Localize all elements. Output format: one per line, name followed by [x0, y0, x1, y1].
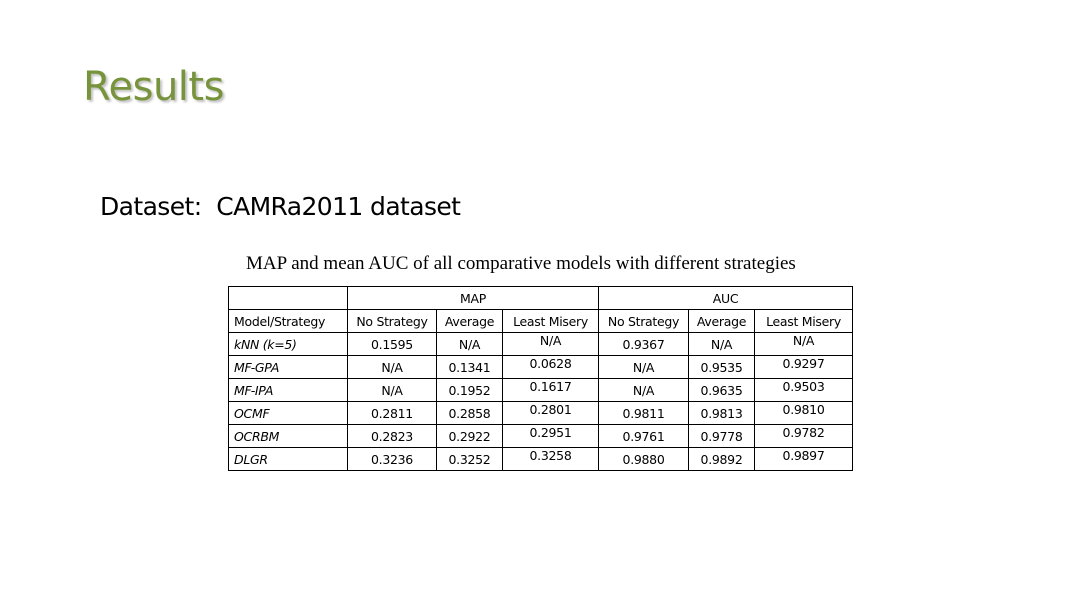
- value-cell: 0.1595: [348, 333, 437, 356]
- value-cell: 0.2823: [348, 425, 437, 448]
- column-header: Average: [689, 310, 755, 333]
- group-header-auc: AUC: [599, 287, 853, 310]
- value-cell: N/A: [599, 379, 689, 402]
- value-cell: 0.9782: [755, 425, 853, 448]
- value-cell: 0.2858: [437, 402, 503, 425]
- value-cell: 0.2922: [437, 425, 503, 448]
- table-row: [229, 333, 853, 356]
- results-table: [228, 286, 853, 471]
- value-cell: 0.9880: [599, 448, 689, 471]
- group-header-map: MAP: [348, 287, 599, 310]
- dataset-subtitle: Dataset: CAMRa2011 dataset: [100, 192, 461, 221]
- value-cell: N/A: [348, 356, 437, 379]
- model-name-cell: OCRBM: [229, 425, 348, 448]
- value-cell: 0.9897: [755, 448, 853, 471]
- column-header: Least Misery: [503, 310, 599, 333]
- value-cell: 0.3252: [437, 448, 503, 471]
- value-cell: 0.1952: [437, 379, 503, 402]
- value-cell: N/A: [599, 356, 689, 379]
- table-caption: MAP and mean AUC of all comparative models with different strategies: [246, 253, 796, 274]
- value-cell: 0.1341: [437, 356, 503, 379]
- value-cell: 0.9367: [599, 333, 689, 356]
- value-cell: 0.9810: [755, 402, 853, 425]
- column-header: No Strategy: [348, 310, 437, 333]
- model-name-cell: DLGR: [229, 448, 348, 471]
- value-cell: 0.9892: [689, 448, 755, 471]
- group-header-row: [229, 287, 853, 310]
- value-cell: 0.3258: [503, 448, 599, 471]
- slide-title: Results: [83, 64, 224, 110]
- column-header: Model/Strategy: [229, 310, 348, 333]
- model-name-cell: MF-GPA: [229, 356, 348, 379]
- value-cell: N/A: [755, 333, 853, 356]
- column-header: Average: [437, 310, 503, 333]
- value-cell: N/A: [503, 333, 599, 356]
- value-cell: N/A: [348, 379, 437, 402]
- value-cell: 0.1617: [503, 379, 599, 402]
- table-row: [229, 448, 853, 471]
- model-name-cell: kNN (k=5): [229, 333, 348, 356]
- column-header-row: [229, 310, 853, 333]
- column-header: No Strategy: [599, 310, 689, 333]
- value-cell: N/A: [689, 333, 755, 356]
- value-cell: 0.2951: [503, 425, 599, 448]
- table-row: [229, 402, 853, 425]
- table-row: [229, 425, 853, 448]
- value-cell: 0.9503: [755, 379, 853, 402]
- value-cell: 0.9811: [599, 402, 689, 425]
- model-name-cell: OCMF: [229, 402, 348, 425]
- value-cell: 0.0628: [503, 356, 599, 379]
- value-cell: 0.9761: [599, 425, 689, 448]
- value-cell: 0.9778: [689, 425, 755, 448]
- value-cell: 0.9535: [689, 356, 755, 379]
- table-row: [229, 356, 853, 379]
- empty-header-cell: [229, 287, 348, 310]
- value-cell: 0.2801: [503, 402, 599, 425]
- value-cell: N/A: [437, 333, 503, 356]
- value-cell: 0.9297: [755, 356, 853, 379]
- column-header: Least Misery: [755, 310, 853, 333]
- value-cell: 0.9813: [689, 402, 755, 425]
- value-cell: 0.3236: [348, 448, 437, 471]
- model-name-cell: MF-IPA: [229, 379, 348, 402]
- table-row: [229, 379, 853, 402]
- value-cell: 0.2811: [348, 402, 437, 425]
- value-cell: 0.9635: [689, 379, 755, 402]
